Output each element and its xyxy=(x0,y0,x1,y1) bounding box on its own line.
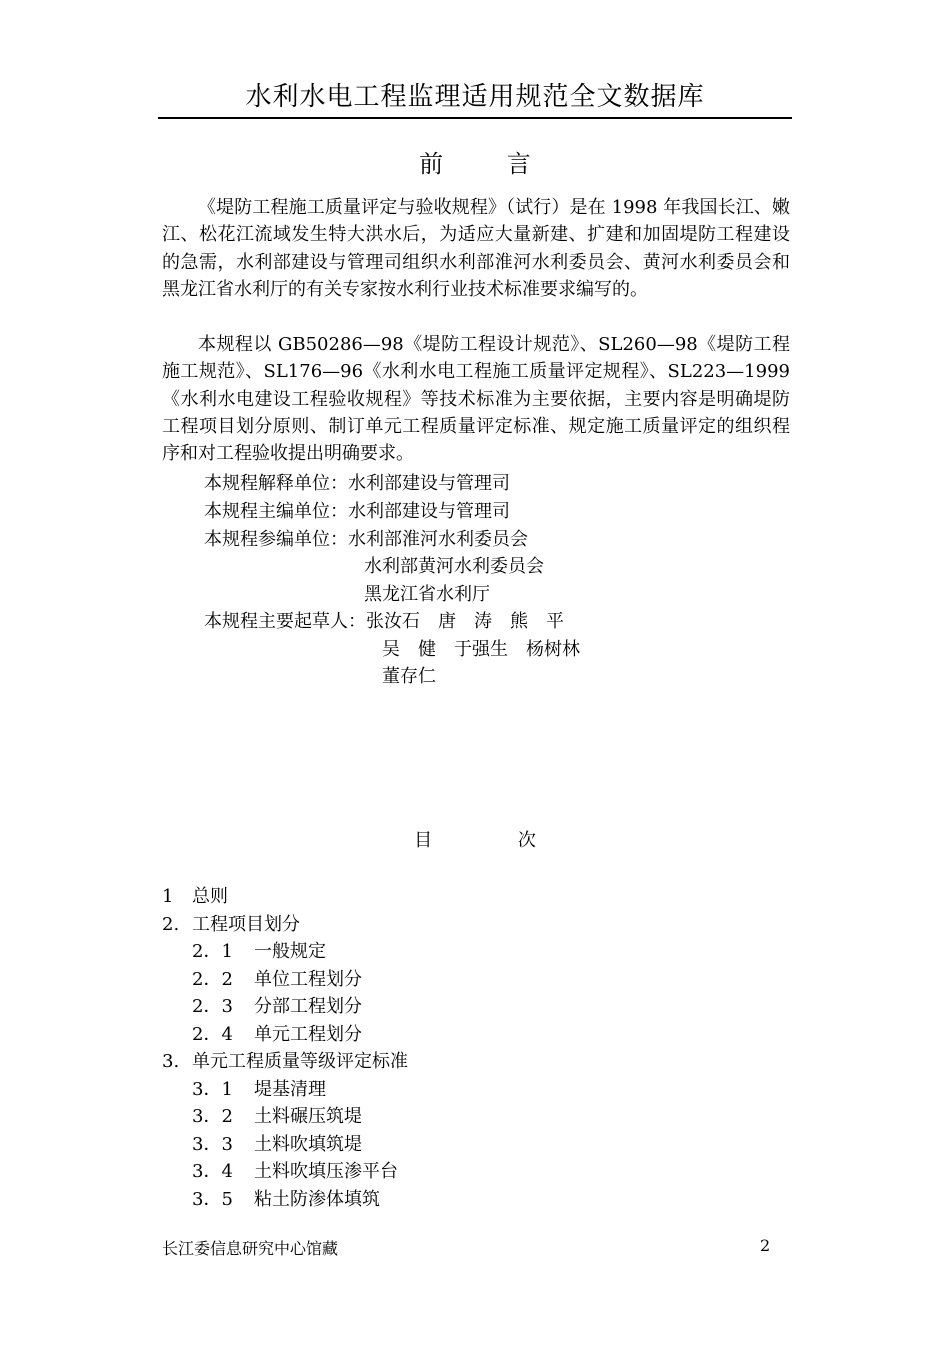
interpret-label: 本规程解释单位： xyxy=(204,473,348,494)
toc-heading: 目 次 xyxy=(414,830,576,851)
toc-item-number: 2．1 xyxy=(192,941,233,962)
toc-item-number: 3．3 xyxy=(192,1134,233,1155)
toc-item-title: 土料碾压筑堤 xyxy=(254,1106,362,1127)
footer-source: 长江委信息研究中心馆藏 xyxy=(162,1239,339,1258)
toc-item[interactable] xyxy=(192,1157,398,1183)
page-number: 2 xyxy=(760,1236,771,1255)
toc-item-title: 土料吹填压渗平台 xyxy=(254,1161,398,1182)
toc-item-number: 2．3 xyxy=(192,996,233,1017)
participant-unit-1: 水利部淮河水利委员会 xyxy=(348,529,528,550)
participant-label: 本规程参编单位： xyxy=(204,529,348,550)
toc-item-title: 分部工程划分 xyxy=(254,996,362,1017)
preface-paragraph-2 xyxy=(162,331,790,467)
drafter-names-2: 吴 健 于强生 杨树林 xyxy=(382,639,580,660)
toc-item[interactable] xyxy=(192,965,362,991)
interpret-unit: 水利部建设与管理司 xyxy=(348,473,510,494)
toc-item[interactable] xyxy=(192,1020,362,1046)
preface-heading: 前 言 xyxy=(419,150,559,178)
toc-item[interactable] xyxy=(192,1075,326,1101)
drafter-row xyxy=(204,607,564,633)
participant-unit-row xyxy=(204,525,528,551)
toc-item-title: 单元工程划分 xyxy=(254,1024,362,1045)
toc-item-title: 一般规定 xyxy=(254,941,326,962)
toc-item-title: 单元工程质量等级评定标准 xyxy=(192,1051,408,1072)
preface-paragraph-2-text: 本规程以 GB50286—98《堤防工程设计规范》、SL260—98《堤防工程施工规范》、SL176—96《水利水电工程施工质量评定规程》、SL223—1999《水利水电建设工程验收规程》等技术标准为主要依据，主要内容是明确堤防工程项目划分原则、制订单元工程质量评定标准、规定施工质量评定的组织程序和对工程验收提出明确要求。 xyxy=(162,334,790,465)
preface-paragraph-1-text: 《堤防工程施工质量评定与验收规程》（试行）是在 1998 年我国长江、嫩江、松花江流域发生特大洪水后，为适应大量新建、扩建和加固堤防工程建设的急需，水利部建设与管理司组织水利部淮河水利委员会、黄河水利委员会和黑龙江省水利厅的有关专家按水利行业技术标准要求编写的。 xyxy=(162,197,790,300)
toc-item-title: 工程项目划分 xyxy=(192,914,300,935)
toc-item-number: 3．1 xyxy=(192,1079,233,1100)
toc-item[interactable] xyxy=(162,882,228,908)
editor-unit-row xyxy=(204,497,510,523)
toc-item-number: 3．4 xyxy=(192,1161,233,1182)
preface-paragraph-1 xyxy=(162,194,790,303)
editor-unit: 水利部建设与管理司 xyxy=(348,501,510,522)
editor-label: 本规程主编单位： xyxy=(204,501,348,522)
header-divider xyxy=(158,117,792,119)
toc-item-number: 1 xyxy=(162,886,174,907)
toc-item-number: 2. xyxy=(162,914,180,935)
toc-item-title: 单位工程划分 xyxy=(254,969,362,990)
toc-item[interactable] xyxy=(192,992,362,1018)
toc-item[interactable] xyxy=(192,1185,380,1211)
toc-item[interactable] xyxy=(192,1102,362,1128)
toc-item-title: 总则 xyxy=(192,886,228,907)
toc-item[interactable] xyxy=(192,1130,362,1156)
toc-item-number: 3. xyxy=(162,1051,180,1072)
toc-item[interactable] xyxy=(162,910,300,936)
toc-item[interactable] xyxy=(162,1047,408,1073)
participant-unit-2: 水利部黄河水利委员会 xyxy=(364,556,544,577)
interpret-unit-row xyxy=(204,469,510,495)
drafter-names-1: 张汝石 唐 涛 熊 平 xyxy=(366,611,564,632)
toc-item-title: 土料吹填筑堤 xyxy=(254,1134,362,1155)
database-title: 水利水电工程监理适用规范全文数据库 xyxy=(245,82,705,112)
participant-unit-3: 黑龙江省水利厅 xyxy=(364,584,490,605)
toc-item-number: 2．2 xyxy=(192,969,233,990)
drafter-names-3: 董存仁 xyxy=(382,666,436,687)
toc-item-number: 2．4 xyxy=(192,1024,233,1045)
drafter-label: 本规程主要起草人： xyxy=(204,611,366,632)
toc-item-number: 3．5 xyxy=(192,1189,233,1210)
toc-item-title: 堤基清理 xyxy=(254,1079,326,1100)
toc-item-title: 粘土防渗体填筑 xyxy=(254,1189,380,1210)
toc-item[interactable] xyxy=(192,937,326,963)
toc-item-number: 3．2 xyxy=(192,1106,233,1127)
